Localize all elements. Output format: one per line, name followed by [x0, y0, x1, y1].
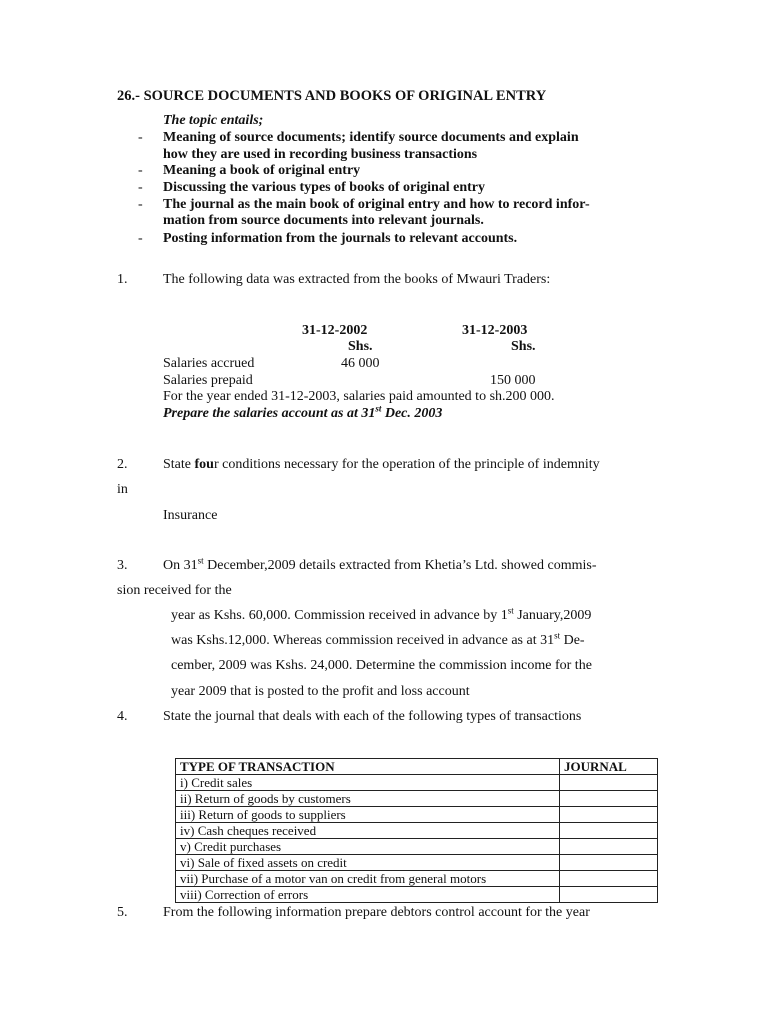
table-cell-type: iii) Return of goods to suppliers: [176, 807, 560, 823]
q1-row2-label: Salaries prepaid: [163, 373, 253, 388]
q2-line3: Insurance: [163, 508, 218, 523]
table-header-row: [176, 759, 658, 775]
q1-row1-value: 46 000: [341, 356, 380, 371]
list-item: how they are used in recording business transactions: [163, 147, 478, 162]
table-row: [176, 871, 658, 887]
q1-text: The following data was extracted from the books of Mwauri Traders:: [163, 272, 551, 287]
page-title: 26.- SOURCE DOCUMENTS AND BOOKS OF ORIGINAL ENTRY: [117, 88, 547, 104]
table-cell-journal[interactable]: [560, 807, 658, 823]
table-cell-journal[interactable]: [560, 871, 658, 887]
q3-line3: year as Kshs. 60,000. Commission received in advance by 1st January,2009: [171, 605, 592, 623]
table-cell-type: iv) Cash cheques received: [176, 823, 560, 839]
list-item: Meaning a book of original entry: [163, 163, 361, 178]
table-row: [176, 791, 658, 807]
q5-text: From the following information prepare debtors control account for the year: [163, 905, 590, 920]
topic-intro: The topic entails;: [163, 113, 264, 128]
table-cell-type: ii) Return of goods by customers: [176, 791, 560, 807]
table-header-journal: JOURNAL: [560, 759, 658, 775]
list-item: Discussing the various types of books of original entry: [163, 180, 486, 195]
q3-line1: On 31st December,2009 details extracted from Khetia’s Ltd. showed commis-: [163, 555, 597, 573]
table-cell-journal[interactable]: [560, 775, 658, 791]
q1-instruction: Prepare the salaries account as at 31st Dec. 2003: [163, 403, 443, 421]
q1-number: 1.: [117, 272, 128, 287]
q3-line2: sion received for the: [117, 583, 232, 598]
list-item: Posting information from the journals to relevant accounts.: [163, 231, 518, 246]
table-header-type: TYPE OF TRANSACTION: [176, 759, 560, 775]
table-cell-type: v) Credit purchases: [176, 839, 560, 855]
table-row: [176, 775, 658, 791]
q3-line6: year 2009 that is posted to the profit and loss account: [171, 684, 470, 699]
q3-number: 3.: [117, 558, 128, 573]
q1-note: For the year ended 31-12-2003, salaries paid amounted to sh.200 000.: [163, 389, 555, 404]
bullet-dash: -: [138, 231, 143, 246]
bullet-dash: -: [138, 130, 143, 145]
bullet-dash: -: [138, 197, 143, 212]
list-item: The journal as the main book of original entry and how to record infor-: [163, 197, 590, 212]
table-row: [176, 823, 658, 839]
q1-col1-date: 31-12-2002: [302, 323, 368, 338]
table-row: [176, 887, 658, 903]
table-cell-journal[interactable]: [560, 855, 658, 871]
q1-row1-label: Salaries accrued: [163, 356, 255, 371]
q2-text: State four conditions necessary for the operation of the principle of indemnity: [163, 457, 600, 472]
q3-line4: was Kshs.12,000. Whereas commission received in advance as at 31st De-: [171, 630, 585, 648]
table-cell-type: viii) Correction of errors: [176, 887, 560, 903]
bullet-dash: -: [138, 163, 143, 178]
q2-wrap: in: [117, 482, 128, 497]
table-row: [176, 807, 658, 823]
table-cell-journal[interactable]: [560, 887, 658, 903]
table-row: [176, 839, 658, 855]
q2-number: 2.: [117, 457, 128, 472]
bullet-dash: -: [138, 180, 143, 195]
q1-col1-unit: Shs.: [348, 339, 373, 354]
q1-col2-date: 31-12-2003: [462, 323, 528, 338]
q4-number: 4.: [117, 709, 128, 724]
table-cell-journal[interactable]: [560, 839, 658, 855]
q4-text: State the journal that deals with each of the following types of transactions: [163, 709, 582, 724]
q3-line5: cember, 2009 was Kshs. 24,000. Determine the commission income for the: [171, 658, 592, 673]
table-cell-journal[interactable]: [560, 823, 658, 839]
q5-number: 5.: [117, 905, 128, 920]
list-item: mation from source documents into relevant journals.: [163, 213, 484, 228]
q1-col2-unit: Shs.: [511, 339, 536, 354]
table-cell-type: i) Credit sales: [176, 775, 560, 791]
transaction-table: [175, 758, 658, 903]
q1-row2-value: 150 000: [490, 373, 536, 388]
table-cell-type: vi) Sale of fixed assets on credit: [176, 855, 560, 871]
table-cell-type: vii) Purchase of a motor van on credit from general motors: [176, 871, 560, 887]
list-item: Meaning of source documents; identify source documents and explain: [163, 130, 579, 145]
table-row: [176, 855, 658, 871]
table-cell-journal[interactable]: [560, 791, 658, 807]
